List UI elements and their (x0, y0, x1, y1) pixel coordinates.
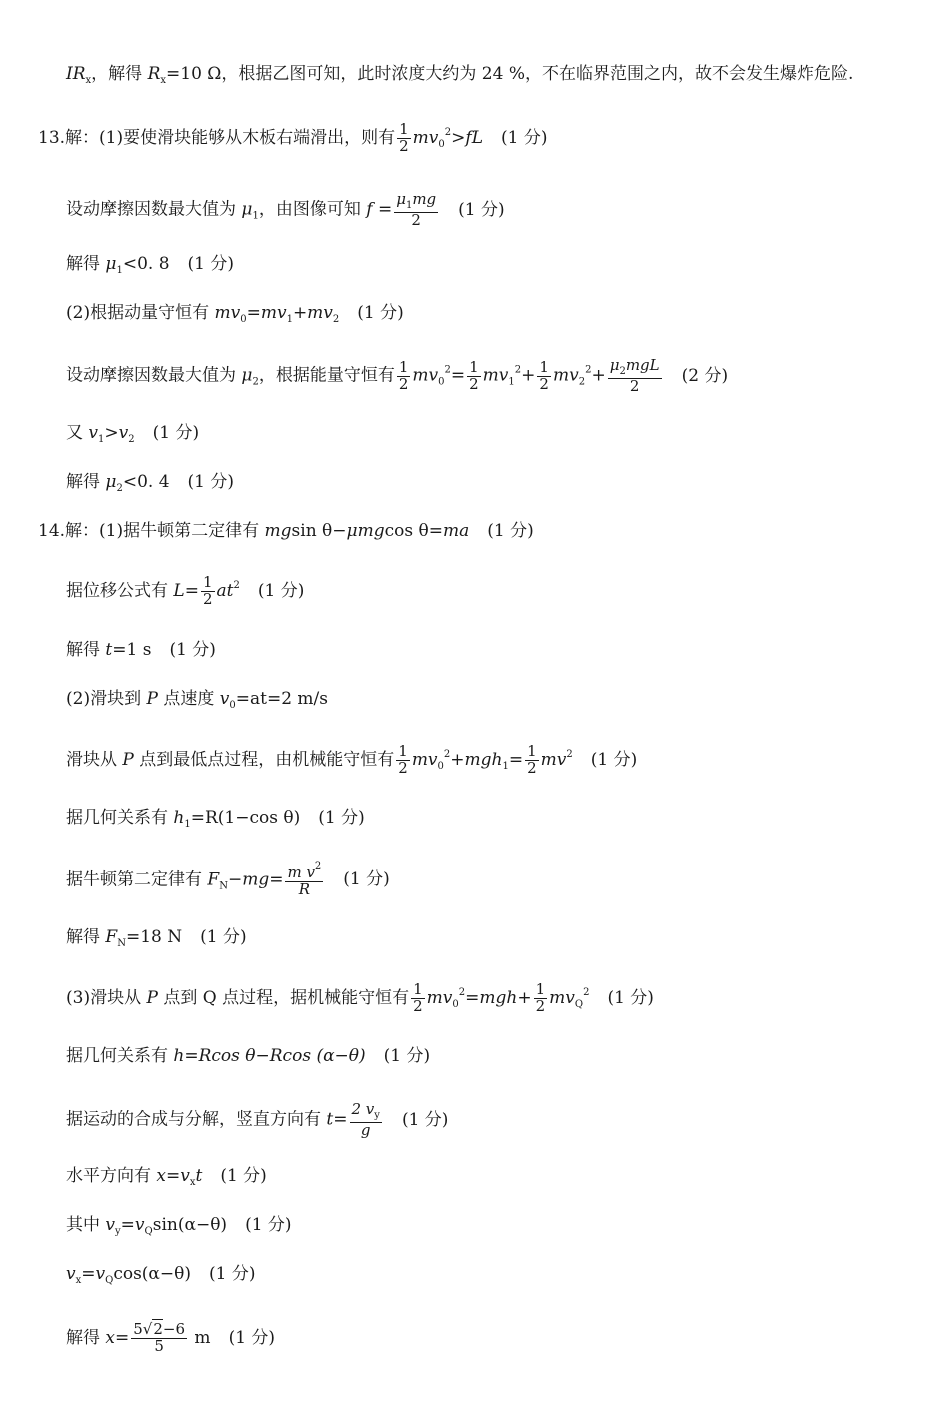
fraction: $\frac{1}{2}$ (398, 742, 408, 777)
score: (1 分) (357, 303, 404, 323)
text: ，解得 (91, 64, 148, 84)
text-line: 据运动的合成与分解，竖直方向有 t= $\frac{2 v_y}{g}$ (1 分) (66, 1100, 449, 1139)
text-line: 据几何关系有 $h_1=R(1-\cos$ θ) (1 分) (66, 808, 365, 830)
fraction: $\frac{1}{2}$ (469, 357, 479, 393)
text-line (66, 66, 853, 86)
fraction: $\frac{2 v_y}{g}$ (351, 1100, 380, 1139)
score: (2 分) (681, 365, 729, 386)
subscript: x (85, 75, 92, 86)
fraction: $\frac{\mu_1mg}{2}$ (396, 190, 437, 229)
score: (1 分) (200, 927, 247, 947)
math: IR (66, 64, 86, 84)
text-line: 据几何关系有 h=Rcos θ−Rcos (α−θ) (1 分) (66, 1046, 431, 1066)
score: (1 分) (318, 808, 365, 828)
score: (1 分) (487, 521, 534, 541)
score: (1 分) (228, 1327, 276, 1348)
fraction: $\frac{1}{2}$ (413, 980, 423, 1015)
text-line: 解得 $\mu_1<0$. 8 (1 分) (66, 254, 235, 276)
text-line: $v_x=v_Q\cos(\alpha-\theta)$ (1 分) (66, 1264, 256, 1286)
score: (1 分) (500, 127, 548, 148)
score: (1 分) (458, 199, 505, 220)
text-line: 滑块从 P 点到最低点过程，由机械能守恒有 $\frac{1}{2}$ $mv_0^2+mgh_1=$ $\frac{1}{2}$ $mv^2$ (1 分) (66, 742, 638, 777)
text-line: 设动摩擦因数最大值为 $\mu_2$，根据能量守恒有 $\frac{1}{2}$ $mv_0^2=$ $\frac{1}{2}$ $mv_1^2+$ $\frac{1}{2}$ $mv_2^2+$ $\frac{\mu_2mgL}{2}$ (2 分) (66, 356, 729, 395)
problem-14-header: 14.解：(1)据牛顿第二定律有 mgsin θ−μmgcos θ=ma (1 分) (38, 521, 534, 541)
score: (1 分) (169, 640, 216, 660)
fraction: $\frac{\mu_2mgL}{2}$ (609, 356, 660, 395)
score: (1 分) (257, 580, 305, 601)
score: (1 分) (245, 1215, 292, 1235)
text-line: 水平方向有 $x=v_xt$ (1 分) (66, 1166, 267, 1188)
text-line: (2)根据动量守恒有 $mv_0=mv_1+mv_2$ (1 分) (66, 303, 404, 325)
score: (1 分) (220, 1166, 267, 1186)
score: (1 分) (187, 254, 235, 274)
text-line: 据位移公式有 L= $\frac{1}{2}$ $at^2$ (1 分) (66, 573, 305, 608)
text-line: (2)滑块到 P 点速度 $v_0=at=2$ m/s (66, 689, 328, 711)
subscript: x (160, 75, 167, 86)
fraction: $\frac{1}{2}$ (398, 357, 409, 393)
score: (1 分) (152, 423, 200, 443)
problem-13-header: 13.解：(1)要使滑块能够从木板右端滑出，则有 $\frac{1}{2}$ $mv_0^2>fL$ (1 分) (38, 120, 548, 155)
score: (1 分) (590, 749, 638, 770)
text-line: (3)滑块从 P 点到 Q 点过程，据机械能守恒有 $\frac{1}{2}$ $mv_0^2=mgh+$ $\frac{1}{2}$ $mv_Q^2$ (1 分) (66, 980, 654, 1015)
fraction: $\frac{1}{2}$ (527, 742, 537, 777)
score: (1 分) (607, 987, 654, 1008)
text-line: 解得 $F_N=18$ N (1 分) (66, 927, 247, 949)
fraction: $\frac{m v^2}{R}$ (287, 861, 322, 898)
text-line: 解得 $\mu_2<0$. 4 (1 分) (66, 472, 235, 494)
text-line: 据牛顿第二定律有 $F_N-mg=$ $\frac{m v^2}{R}$ (1 分) (66, 861, 390, 898)
fraction: $\frac{1}{2}$ (539, 357, 549, 393)
fraction: $\frac{1}{2}$ (399, 120, 409, 155)
text: 13.解：(1)要使滑块能够从木板右端滑出，则有 (38, 127, 396, 148)
fraction: $\frac{5√2-6}{5}$ (133, 1320, 186, 1355)
math: R (147, 64, 161, 84)
text-line: 设动摩擦因数最大值为 $\mu_1$，由图像可知 f = $\frac{\mu_1mg}{2}$ (1 分) (66, 190, 505, 229)
score: (1 分) (209, 1264, 256, 1284)
sqrt-sign: √ (142, 1320, 153, 1338)
fraction: $\frac{1}{2}$ (202, 573, 213, 608)
fraction: $\frac{1}{2}$ (535, 980, 546, 1015)
text-line: 解得 t=1 s (1 分) (66, 640, 216, 660)
score: (1 分) (401, 1109, 449, 1130)
text: =10 Ω，根据乙图可知，此时浓度大约为 24 %，不在临界范围之内，故不会发生爆炸危险. (166, 64, 854, 84)
text-line: 又 $v_1>v_2$ (1 分) (66, 423, 200, 445)
text-line: 其中 $v_y=v_Q\sin(\alpha-\theta)$ (1 分) (66, 1215, 292, 1237)
final-answer: 解得 x= $\frac{5√2-6}{5}$ m (1 分) (66, 1320, 276, 1355)
score: (1 分) (343, 869, 390, 890)
score: (1 分) (187, 472, 235, 492)
score: (1 分) (383, 1046, 431, 1066)
